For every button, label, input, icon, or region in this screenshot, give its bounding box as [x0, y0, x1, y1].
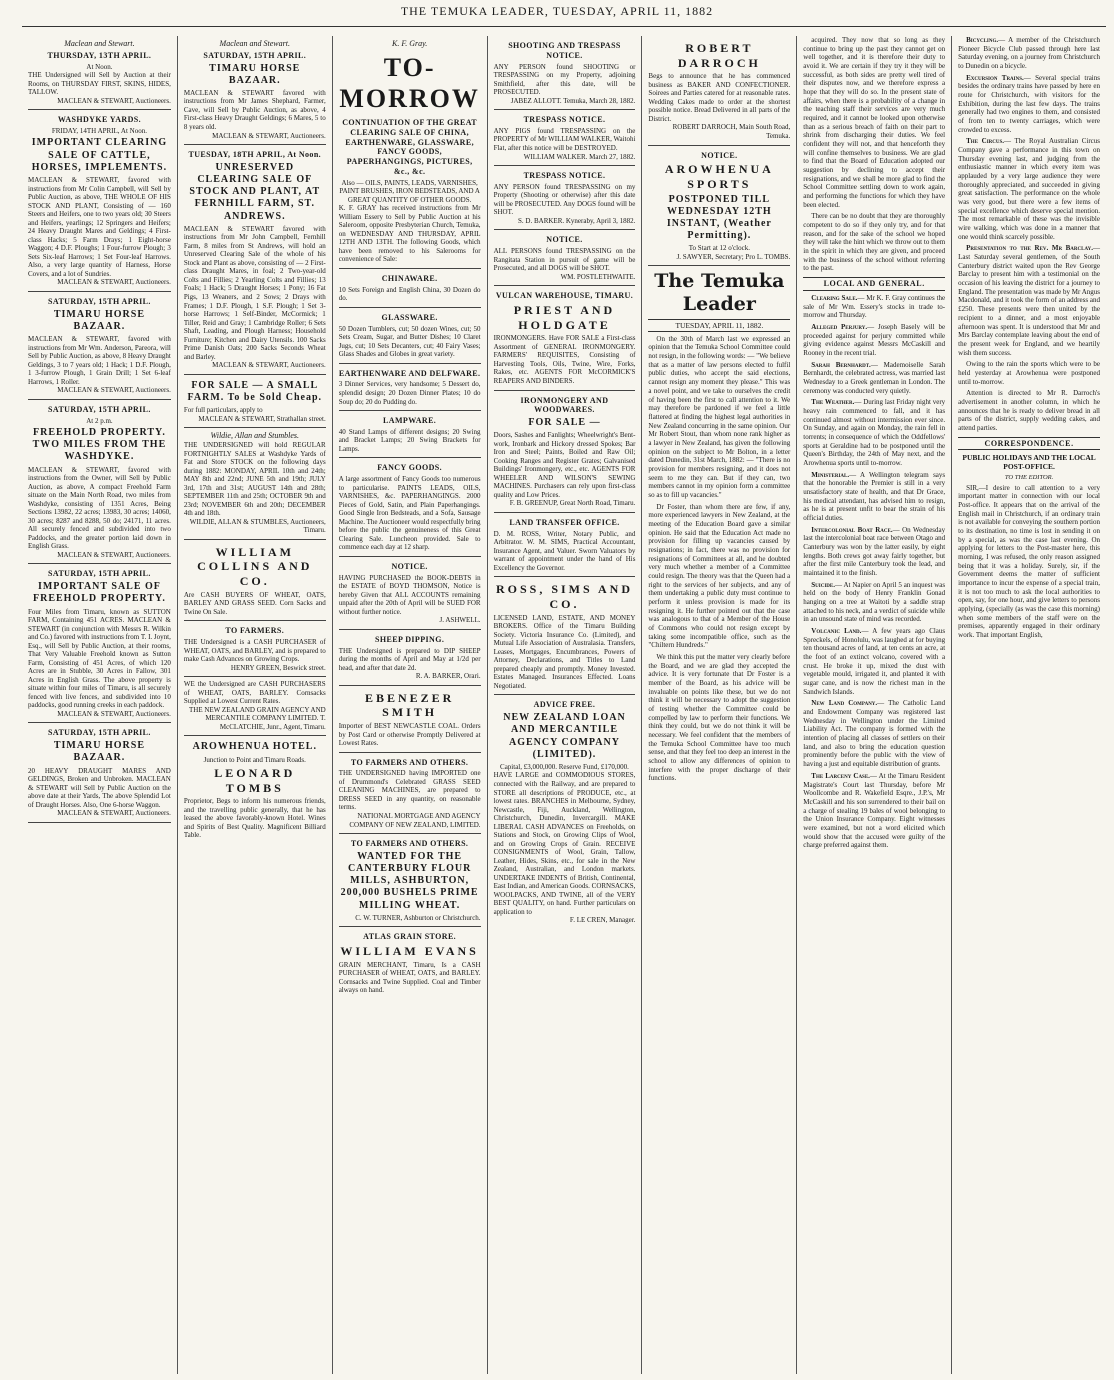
ad-heading: NOTICE.: [546, 235, 583, 245]
ad-body: Proprietor, Begs to inform his numerous friends, and the travelling public generally, that he has leased the above favorably-known Hotel. Wines and Spirits of Best Quality. Magnificent Billiard Table.: [183, 797, 326, 840]
editorial-paragraph: On the 30th of March last we expressed an opinion that the Temuka School Committee could not resign, in the following words: — "We believe that as a matter of law persons elected to fulfil public duties, who accept the said elections, cannot resign any moment they please." This was a novel point, and we take to ourselves the credit of having been the first to call attention to it. We may therefore be pardoned if we feel a little flattered at finding the highest legal authorities in New Zealand concurring in the same opinion. Our Mr Robert Stout, than whom none rank higher as a lawyer in New Zealand, has given the following opinion on the subject to Mr Bolton, in a letter dated Dunedin, 31st March, 1882: — "There is no provision for members resigning, and it does not seem to me they can. But if they can, two members cannot in my opinion form a committee so as to fill up vacancies.": [648, 334, 791, 499]
ad-heading: ATLAS GRAIN STORE.: [363, 932, 457, 942]
ad-body: HAVE LARGE and COMMODIOUS STORES, connected with the Railway, and are prepared to STORE all descriptions of PRODUCE, etc., at lowest rates. BRANCHES in Melbourne, Sydney, Newcastle, Fiji, Auckland, Wellington, Christchurch, Dunedin, Invercargill. MAKE LIBERAL CASH ADVANCES on Freeholds, on Stations and Stock, on Growing Clips of Wool, and on Growing Crops of Grain. RECEIVE CONSIGNMENTS of Wool, Grain, Tallow, Leather, Hides, Skins, etc., for sale in the New Zealand, Australian, and London markets. UNDERTAKE INDENTS of British, Continental, East Indian, and American Goods. CORNSACKS, WOOLPACKS, AND TWINE, all of the VERY BEST QUALITY, on hand. Further particulars on application to: [493, 771, 636, 916]
column-1: [22, 36, 177, 1374]
ad-trespass-pigs: [494, 110, 636, 166]
ad-body: ALL PERSONS found TRESPASSING on the Rangitata Station in pursuit of game will be Prosecuted, and all DOGS will be SHOT.: [493, 247, 636, 273]
ad-heading: SHOOTING AND TRESPASS NOTICE.: [508, 41, 621, 60]
ad-body: 50 Dozen Tumblers, cut; 50 dozen Wines, cut; 50 Sets Cream, Sugar, and Butter Dishes; 10 Claret Jugs, cut; 10 Sets Decanters, cut; 40 Fairy Vases; Glass Shades and Globes in great variety.: [338, 324, 481, 359]
ad-line: At 2 p.m.: [86, 416, 113, 425]
ad-signature: MACLEAN & STEWART, Auctioneers.: [212, 131, 326, 140]
ad-small-farm: [184, 375, 326, 428]
ad-book-debts-notice: [339, 557, 481, 630]
news-item-text: Owing to the rain the sports which were to be held yesterday at Arowhenua were postponed until to-morrow.: [958, 360, 1100, 386]
news-item-lead: Excursion Trains.: [966, 73, 1024, 82]
ad-body: MACLEAN & STEWART, favored with instructions from Mr Wm. Anderson, Pareora, will Sell by Public Auction, as above, 8 Heavy Draught Geldings, 3 to 7 years old; 1 Hack; 1 D.F. Plough, 1 3-furrow Plough, 1 Grain Drill; 1 Set 6-leaf Harrows, 1 Roller.: [28, 335, 171, 386]
ad-firm-name: WILLIAM COLLINS AND CO.: [197, 544, 313, 589]
news-item-lead: Volcanic Land.: [811, 627, 862, 636]
ad-washdyke-clearing-sale: [28, 110, 171, 292]
ad-title: FOR SALE —: [528, 417, 601, 428]
ad-body: Are CASH BUYERS OF WHEAT, OATS, BARLEY AND GRASS SEED. Corn Sacks and Twine On Sale.: [183, 590, 326, 616]
ad-heading: SHEEP DIPPING.: [375, 634, 445, 644]
ad-body: THE Undersigned is prepared to DIP SHEEP during the months of April and May at 1/2d per head, and after that date 2d.: [338, 646, 481, 672]
ad-heading: GLASSWARE.: [381, 312, 438, 322]
ad-title: TIMARU HORSE BAZAAR.: [53, 308, 146, 332]
ad-heading: TUESDAY, 18TH APRIL, At Noon.: [188, 150, 322, 160]
ad-seed-cleaning: [339, 753, 481, 834]
ad-title: WANTED FOR THE CANTERBURY FLOUR MILLS, ASHBURTON, 200,000 BUSHELS PRIME MILLING WHEAT.: [340, 850, 479, 911]
ad-body: For full particulars, apply to: [183, 406, 263, 415]
ad-line: FRIDAY, 14TH APRIL, At Noon.: [51, 126, 147, 135]
news-item-lead: New Land Company.: [811, 699, 878, 708]
ad-fortnightly-sales: [184, 428, 326, 540]
ad-line: Junction to Point and Timaru Roads.: [203, 755, 306, 764]
ad-ebenezer-smith: [339, 686, 481, 753]
editorial-continued: There can be no doubt that they are thoroughly competent to do so if they only try, and for that reason, and for the sake of the school we hoped they will take the hint which we throw out to them in the spirit in which they are given, and proceed with the business of the school without referring to the past.: [803, 212, 946, 273]
ad-firm-name: WILLIAM EVANS: [340, 944, 479, 958]
ad-title: AROWHENUA HOTEL.: [192, 741, 317, 753]
ad-signature: WM. POSTLETHWAITE.: [560, 272, 636, 281]
ad-heading: TRESPASS NOTICE.: [523, 115, 606, 125]
ad-heading: FANCY GOODS.: [377, 463, 443, 473]
ad-heading: WASHDYKE YARDS.: [57, 115, 142, 125]
ad-title: FREEHOLD PROPERTY. TWO MILES FROM THE WASHDYKE.: [32, 427, 167, 463]
editorial-paragraph: We think this put the matter very clearly before the Board, and we are glad they accepted the advice. It is very fortunate that Dr Foster is a member of the Board, as his advice will be invaluable on points like these, but we do not think it will be necessary to adopt the suggestion of testing whether the Committee could be compelled by law to perform their functions. We think they could, but we do not think it will be necessary. We feel confident that the members of the Temuka School Committee have too much sense, and that they feel too deep an interest in the school to allow any differences of opinion to interfere with the proper discharge of their functions.: [648, 652, 791, 783]
ad-body: THE Undersigned is a CASH PURCHASER of WHEAT, OATS, and BARLEY, and is prepared to make Cash Advances on Growing Crops.: [183, 638, 326, 664]
news-item-lead: Intercolonial Boat Race.: [811, 525, 893, 534]
news-item-lead: The Weather.: [811, 398, 855, 407]
ad-heading: TO FARMERS.: [225, 626, 285, 636]
ad-body: MACLEAN & STEWART, favored with instructions from Mr Colin Campbell, will Sell by Public Auction, as above, THE WHOLE OF HIS STOCK AND PLANT, Consisting of — 160 Steers and Heifers, one to two years old; 30 Steers and Heifers, yearlings; 12 Springers and Heifers; 24 Heavy Draught Mares and Geldings; 4 First-class Hacks; 5 Farm Drays; 1 Eight-horse Waggon; 4 D.F. Ploughs; 1 Four-furrow Plough; 3 Sets Six-leaf Harrows; 1 Set Four-leaf Harrows. Also, a very large quantity of Harness, Horse Covers, and a lot of Sundries.: [28, 176, 171, 278]
ad-fancy-goods: [339, 458, 481, 557]
ad-earthenware: [339, 364, 481, 411]
news-item: [958, 389, 1100, 432]
ad-body: ANY PERSON found SHOOTING or TRESPASSING on my Property, adjoining Smithfield, after this date, will be PROSECUTED.: [493, 62, 636, 97]
ad-line: Also — OILS, PAINTS, LEADS, VARNISHES, PAINT BRUSHES, IRON BEDSTEADS, AND A GREAT QUANTITY OF OTHER GOODS.: [339, 178, 480, 204]
ad-body: MACLEAN & STEWART favored with instructions from Mr James Shephard, Farmer, Cave, will Sell by Public Auction, as above, 4 First-class Heavy Draught Geldings; 6 Mares, 5 to 8 years old.: [183, 88, 326, 131]
news-item: [958, 36, 1100, 71]
ad-signature: MACLEAN & STEWART, Auctioneers.: [57, 96, 171, 105]
ad-heading: THURSDAY, 13TH APRIL.: [47, 50, 152, 60]
ad-glassware: [339, 308, 481, 364]
ad-ross-sims: [494, 577, 636, 695]
ad-signature: MACLEAN & STEWART, Strathallan street.: [198, 414, 326, 423]
ad-signature: MACLEAN & STEWART, Auctioneers.: [212, 361, 326, 370]
ad-signature: J. ASHWELL.: [439, 616, 481, 625]
news-item: [803, 471, 945, 523]
ad-signature: C. W. TURNER, Ashburton or Christchurch.: [355, 913, 481, 922]
column-4: [487, 36, 642, 1374]
ad-body: LICENSED LAND, ESTATE, AND MONEY BROKERS. Office of the Timaru Building Society. Victoria Insurance Co. (Limited), and Mutual Life Association of Australasia. Transfers, Leases, Mortgages, Encumbrances, Powers of Attorney, Declarations, and Titles to Land prepared cheaply and promptly. Money Invested. Estates Managed. Insurances Effected. Loans Negotiated.: [493, 613, 636, 690]
news-item-lead: Presentation to the Rev. Mr Barclay.: [966, 244, 1093, 253]
ad-heading: NOTICE.: [391, 561, 428, 571]
news-item-text: — Mademoiselle Sarah Bernhardt, the celebrated actress, was married last Wednesday to a Greek gentleman in London. The ceremony was conducted very quietly.: [803, 360, 946, 395]
ad-signature: ROBERT DARROCH, Main South Road, Temuka.: [672, 123, 791, 140]
news-item-text: — Last Saturday several gentlemen, of the South Canterbury district waited upon the Rev George Barclay to present him with a testimonial on the occasion of his leaving the district for a journey to England. The presentation was made by Mr Angus Macdonald, and it took the form of an address and £250. These presents were then united by the recipient to a dinner, and a most enjoyable afternoon was spent. It is understood that Mr and Mrs Barclay contemplate leaving about the end of the present week for England, and we heartily wish them success.: [958, 244, 1100, 357]
ad-skins-hides-sale: [28, 36, 171, 110]
news-item-lead: Clearing Sale.: [811, 293, 858, 302]
ad-firm-name: ROBERT DARROCH: [677, 41, 761, 70]
letter-salutation-head: TO THE EDITOR.: [1004, 473, 1054, 481]
news-item-text: — The Royal Australian Circus Company gave a performance in this town on Thursday evening last, and judging from the enthusiastic manner in which every item was applauded by a very large audience they were thoroughly appreciated, and succeeded in giving great satisfaction. The performance on the whole was very good, but there were a few items of special excellence which deserve special mention. The most remarkable of these was the invisible wire walking, which was done in a manner that one would think scarcely possible.: [958, 137, 1100, 241]
ad-signature: MACLEAN & STEWART, Auctioneers.: [57, 278, 171, 287]
news-item: [803, 323, 945, 358]
column-5: [641, 36, 796, 1374]
news-item: [803, 772, 945, 850]
ad-robert-darroch: [648, 36, 790, 146]
ad-signature: R. A. BARKER, Orari.: [415, 672, 481, 681]
column-2: [177, 36, 332, 1374]
ad-rangitata-notice: [494, 230, 636, 286]
ad-signature: J. SAWYER, Secretary; Pro L. TOMBS.: [676, 252, 791, 261]
ad-line: To Start at 12 o'clock.: [688, 244, 750, 253]
ad-title: TIMARU HORSE BAZAAR.: [209, 62, 301, 86]
column-7: [951, 36, 1106, 1374]
ad-firm-name: PRIEST AND HOLDGATE: [513, 303, 616, 332]
ad-arowhenua-hotel: [184, 736, 326, 844]
running-head: [0, 4, 1114, 19]
ad-title: TIMARU HORSE BAZAAR.: [53, 740, 146, 764]
ad-body: Importer of BEST NEWCASTLE COAL. Orders by Post Card or otherwise Promptly Delivered at Lowest Rates.: [338, 721, 481, 748]
ad-body: IRONMONGERS. Have FOR SALE a First-class Assortment of GENERAL IRONMONGERY. FARMERS' REQUISITES, Consisting of Harvesting Tools, Oils, Twine, Wire, Forks, Rakes, etc. AGENTS FOR McCORMICK'S REAPERS AND BINDERS.: [493, 334, 636, 385]
ad-title: CONTINUATION OF THE GREAT CLEARING SALE OF CHINA, EARTHENWARE, GLASSWARE, FANCY GOODS, PAPERHANGINGS, PICTURES, &c., &c.: [342, 118, 478, 176]
ad-gray-tomorrow-sale: [339, 36, 481, 269]
ad-heading: NOTICE.: [701, 150, 738, 160]
ad-sutton-farm: [28, 564, 171, 723]
ad-fernhill-farm-sale: [184, 145, 326, 375]
section-heading-local-general: LOCAL AND GENERAL.: [803, 277, 945, 291]
ad-lampware: [339, 411, 481, 458]
ad-heading: SATURDAY, 15TH APRIL.: [48, 296, 151, 306]
news-item: [958, 360, 1100, 386]
ad-signature: F. B. GREENUP, Great North Road, Timaru.: [509, 499, 636, 508]
ad-body: THE UNDERSIGNED having IMPORTED one of Drummond's Celebrated GRASS SEED CLEANING MACHINES, are prepared to DRESS SEED in any quantity, on reasonable terms.: [338, 769, 481, 812]
ad-heading: SATURDAY, 15TH APRIL.: [203, 50, 307, 60]
ad-heading: TO FARMERS AND OTHERS.: [350, 839, 469, 849]
ad-body: MACLEAN & STEWART favored with instructions from Mr John Campbell, Fernhill Farm, 8 miles from St Andrews, will hold an Unreserved Clearing Sale of the whole of his Stock and Plant as above, consisting of — 2 First-class Draught Mares, in foal; 2 Two-year-old Colts and Fillies; 2 Yearling Colts and Fillies; 13 Foals; 1 Hack; 5 Draught Horses; 1 Pony; 16 Fat Pigs, 13 Weaners, and 2 Sows; 2 Drays with Frames; 1 D.F. Plough, 1 S.F. Plough; 1 Set 3-horse Harrows; 1 Self-Binder, McCormick; 1 Tiller, Reid and Gray; 1 Cambridge Roller; 6 Sets Shaft, Leading, and Plough Harness; Household Furniture; Kitchen and Dairy Utensils. 100 Sacks Prime Danish Oats; 200 Sacks Seconds Wheat and Barley.: [183, 224, 326, 361]
news-item: [958, 244, 1100, 357]
ad-heading: SATURDAY, 15TH APRIL.: [48, 569, 151, 579]
editorial-paragraph: Dr Foster, than whom there are few, if any, more experienced lawyers in New Zealand, at the meeting of the Education Board gave a similar opinion. He said that the Education Act made no provision for filling up vacancies caused by resignations; in fact, there was no provision for resignations of Committees at all, and he doubted very much whether a member of a Committee could resign. The theory was that the Queen had a right to the services of her subjects, and any of them undertaking a public duty must continue to perform it unless provision is made for its resigning it. He further pointed out that the case was analogous to that of a Member of the House of Commons who could not resign except by taking some incompatible office, such as the "Chiltern Hundreds.": [648, 502, 791, 650]
running-head-title: THE TEMUKA LEADER, TUESDAY, APRIL 11, 1882: [400, 4, 714, 18]
ad-shooting-trespass: [494, 36, 636, 110]
ad-signature: NATIONAL MORTGAGE AND AGENCY COMPANY OF NEW ZEALAND, LIMITED.: [349, 811, 481, 829]
ad-grain-agency: [184, 677, 326, 736]
ad-trespass-barker: [494, 166, 636, 230]
news-item-lead: Alleged Perjury.: [811, 322, 868, 331]
news-item-lead: The Circus.: [966, 137, 1005, 146]
ad-byline: Wildie, Allan and Stumbles.: [210, 431, 300, 441]
news-item-text: — On Wednesday last the intercolonial boat race between Otago and Canterbury was won by the latter easily, by eight lengths. Both crews got away fairly together, but after the first mile Canterbury took the lead, and maintained it to the finish.: [803, 525, 946, 578]
ad-body: MACLEAN & STEWART, favored with instructions from the Owner, will Sell by Public Auction, as above, A compact Freehold Farm situate on the Main North Road, two miles from Washdyke, consisting of 1351 Acres, Being Sections 13982, 22 acres; 13983, 30 acres; 14060, 30 acres; 8287 and 8288, 50 do; 24171, 11 acres. All securely fenced and subdivided into two Paddocks, and the greater portion laid down in English Grass.: [28, 465, 171, 551]
ad-signature: S. D. BARKER. Kyneraby, April 3, 1882.: [518, 216, 636, 225]
ad-body: HAVING PURCHASED the BOOK-DEBTS in the ESTATE of BOYD THOMSON, Notice is hereby Given that ALL ACCOUNTS remaining unpaid after the 20th of April will be SUED FOR without further notice.: [338, 573, 481, 616]
ad-byline: Maclean and Stewart.: [64, 39, 135, 48]
news-item: [803, 294, 945, 320]
news-item: [803, 361, 945, 396]
news-item-lead: Ministerial.: [811, 470, 850, 479]
page-columns: [22, 36, 1106, 1374]
ad-heading: LAND TRANSFER OFFICE.: [509, 517, 620, 527]
ad-line: Capital, £3,000,000. Reserve Fund, £170,000.: [500, 762, 629, 771]
ad-headline: TO-MORROW: [339, 52, 480, 114]
ad-heading: TO FARMERS AND OTHERS.: [350, 757, 469, 767]
ad-title: POSTPONED TILL WEDNESDAY 12TH INSTANT, (Weather Permitting).: [666, 193, 772, 242]
ad-title: IMPORTANT SALE OF FREEHOLD PROPERTY.: [32, 581, 166, 605]
ad-body: 40 Stand Lamps of different designs; 20 Swing and Bracket Lamps; 20 Swing Brackets for Lamps.: [338, 427, 481, 453]
editorial-masthead: The Temuka Leader: [654, 270, 785, 316]
ad-body: THE Undersigned will Sell by Auction at their Rooms, on THURSDAY FIRST, SKINS, HIDES, TALLOW.: [28, 71, 171, 97]
ad-freehold-property: [28, 400, 171, 565]
ad-heading: EARTHENWARE AND DELFWARE.: [338, 368, 481, 378]
ad-heading: LAMPWARE.: [383, 416, 437, 426]
ad-heading: CHINAWARE.: [381, 274, 438, 283]
local-news-list: [958, 36, 1100, 433]
ad-nz-loan-mercantile: [494, 695, 636, 929]
ad-arowhenua-sports: [648, 146, 790, 267]
news-item-text: Attention is directed to Mr R. Darroch's advertisement in another column, in which he announces that he is ready to deliver bread in all parts of the district, supply wedding cakes, and attend parties.: [958, 389, 1100, 432]
ad-body: 10 Sets Foreign and English China, 30 Dozen do do.: [338, 285, 481, 303]
ad-signature: MACLEAN & STEWART, Auctioneers.: [57, 709, 171, 718]
ad-heading: TRESPASS NOTICE.: [523, 171, 606, 181]
news-item-text: — A few years ago Claus Spreckels, of Honolulu, was laughed at for buying ten thousand acres of land, at ten cents an acre, at the foot of an extinct volcano, covered with a crust. He broke it up, mixed the dust with vegetable mould, irrigated it, and planted it with sugar cane, and is now the richest man in the Sandwich Islands.: [803, 627, 946, 696]
ad-vulcan-warehouse: [494, 286, 636, 390]
news-item-text: — At Napier on April 5 an inquest was held on the body of Henry Franklin Gonad hanging on a tree at Waitoti by a saddle strap attached to his neck, and a verdict of suicide while in an unsound state of mind was recorded.: [803, 580, 946, 624]
news-item-lead: Bicycling.: [966, 36, 999, 44]
ad-title: FOR SALE — A SMALL FARM. To be Sold Cheap.: [187, 379, 323, 403]
editorial-date: TUESDAY, APRIL 11, 1882.: [648, 319, 790, 332]
ad-ironmongery-woodwares: [494, 391, 636, 513]
ad-title: IMPORTANT CLEARING SALE OF CATTLE, HORSES, IMPLEMENTS.: [31, 137, 168, 173]
news-item-text: — Mr K. F. Gray continues the sale of Mr Wm. Essery's stocks in trade to-morrow and Thursday.: [803, 293, 946, 320]
ad-chinaware: [339, 269, 481, 308]
ad-firm-name: LEONARD TOMBS: [214, 766, 296, 795]
news-item-lead: Sarah Bernhardt.: [811, 360, 871, 369]
news-item: [803, 627, 945, 696]
ad-signature: MACLEAN & STEWART, Auctioneers.: [57, 550, 171, 559]
ad-sheep-dipping: [339, 630, 481, 686]
editorial: [648, 270, 790, 783]
news-item-lead: The Larceny Case.: [811, 771, 870, 780]
news-item: [803, 398, 945, 467]
ad-heading: VULCAN WAREHOUSE, TIMARU.: [495, 291, 634, 301]
ad-signature: MACLEAN & STEWART, Auctioneers.: [57, 386, 171, 395]
news-item: [803, 581, 945, 624]
ad-signature: WILLIAM WALKER. March 27, 1882.: [523, 152, 636, 161]
ad-land-transfer-office: [494, 513, 636, 577]
news-item-text: — During last Friday night very heavy rain commenced to fall, and it has continued almost without intermission ever since. On Sunday, and again on Monday, the rain fell in torrents; in consequence of which the Oddfellows' sports at Geraldine had to be postponed until the Queen's Birthday, the 24th of May next, and the Arowhenua sports until to-morrow.: [803, 398, 946, 467]
ad-signature: THE NEW ZEALAND GRAIN AGENCY AND MERCANTILE COMPANY LIMITED. T. McCLATCHIE, Junr., Agent, Timaru.: [189, 705, 326, 731]
ad-byline: Maclean and Stewart.: [219, 39, 290, 48]
news-item-lead: Suicide.: [811, 580, 835, 589]
news-item-text: — At the Timaru Resident Magistrate's Court last Thursday, before Mr Woollcombe and R. Wakefield Esqre., J.P.'s, Mr McCaskill and his son surrendered to their bail on a charge of stealing 19 bales of wool belonging to the Union Insurance Company. Eight witnesses were examined, but not a word elicited which would show that the accused were guilty of the charge preferred against them.: [803, 771, 946, 850]
ad-signature: JABEZ ALLOTT. Temuka, March 28, 1882.: [510, 96, 636, 105]
column-3: [332, 36, 487, 1374]
ad-body: 3 Dinner Services, very handsome; 5 Dessert do, splendid design; 20 Dozen Dinner Plates; 10 do Soup do; 20 do Pudding do.: [338, 380, 481, 406]
section-heading-correspondence: CORRESPONDENCE.: [958, 437, 1100, 451]
ad-heading: SATURDAY, 15TH APRIL.: [48, 728, 151, 738]
news-item: [803, 699, 945, 768]
ad-atlas-grain-store: [339, 927, 481, 999]
masthead-rule: [22, 26, 1106, 27]
ad-body: ANY PIGS found TRESPASSING on the PROPERTY of Mr WILLIAM WALKER, Waitohi Flat, after this notice will be DESTROYED.: [493, 126, 636, 152]
letter-title: PUBLIC HOLIDAYS AND THE LOCAL POST-OFFICE.: [962, 453, 1096, 472]
news-item-text: — Joseph Basely will be proceeded against for perjury committed while giving evidence against Messrs McCaskill and Rooney in the recent trial.: [803, 322, 946, 357]
ad-body: Doors, Sashes and Fanlights; Wheelwright's Bent-work, Ironbark and Hickory dressed Spokes; Bar Iron and Steel; Paints, Boiled and Raw Oil; Cooking Ranges and Register Grates; Galvanised Buildings' Ironmongery, etc., etc. AGENTS FOR WHEELER AND WILSON'S SEWING MACHINES. Purchasers can rely upon first-class quality and Low Prices.: [493, 431, 636, 499]
ad-title: NEW ZEALAND LOAN AND MERCANTILE AGENCY COMPANY (LIMITED).: [503, 712, 626, 760]
news-item-text: — Several special trains besides the ordinary trains have passed by here en route for Christchurch, with visitors for the Exhibition, during the last few days. The trains generally had two engines to them, and consisted of from ten to twenty carriages, which were crowded to excess.: [958, 73, 1100, 134]
news-item-text: — A Wellington telegram says that the honorable the Premier is still in a very unsatisfactory state of health, and that Dr Grace, his medical attendant, has advised him to resign, as he is at present unfit to bear the strain of his official duties.: [803, 470, 946, 523]
ad-body: ANY PERSON found TRESPASSING on my Property (Shooting or otherwise) after this date will be PROSECUTED. Any DOGS found will be SHOT.: [493, 182, 636, 217]
news-item: [958, 74, 1100, 135]
news-item: [958, 137, 1100, 241]
column-6: [796, 36, 951, 1374]
ad-shephard-geldings: [184, 36, 326, 145]
ad-signature: WILDIE, ALLAN & STUMBLES, Auctioneers, Timaru.: [189, 517, 326, 535]
ad-firm-name: ROSS, SIMS AND CO.: [495, 582, 633, 611]
ad-draught-mares: [28, 723, 171, 822]
ad-signature: F. LE CREN, Manager.: [569, 916, 636, 925]
ad-title: UNRESERVED CLEARING SALE OF STOCK AND PLANT, AT FERNHILL FARM, ST. ANDREWS.: [189, 161, 321, 222]
news-item-text: — A member of the Christchurch Pioneer Bicycle Club passed through here last Saturday evening, on a journey from Christchurch to Dunedin on a bicycle.: [958, 36, 1100, 71]
ad-heading: IRONMONGERY AND WOODWARES.: [520, 395, 609, 415]
ad-body: GRAIN MERCHANT, Timaru, Is a CASH PURCHASER of WHEAT, OATS, and BARLEY. Cornsacks and Twine Supplied. Coal and Timber always on hand.: [338, 960, 481, 995]
ad-body: D. M. ROSS, Writer, Notary Public, and Arbitrator. W. M. SIMS, Practical Accountant, Insurance Agent, and Valuer. Sworn Valuators by warrant of appointment under the hand of His Excellency the Governor.: [493, 529, 636, 572]
ad-william-collins: [184, 540, 326, 621]
ad-signature: HENRY GREEN, Beswick street.: [230, 663, 326, 672]
ad-body: K. F. GRAY has received instructions from Mr William Essery to Sell by Public Auction at his Saleroom, opposite Presbyterian Church, Temuka, on WEDNESDAY AND THURSDAY, APRIL 12TH AND 13TH. The following Goods, which have been removed to his Salerooms for convenience of Sale:: [338, 204, 481, 264]
ad-heading: SATURDAY, 15TH APRIL.: [48, 404, 151, 414]
ad-henry-green: [184, 621, 326, 677]
ad-firm-name: AROWHENUA SPORTS: [664, 162, 774, 191]
ad-signature: MACLEAN & STEWART, Auctioneers.: [57, 809, 171, 818]
ad-body: Begs to announce that he has commenced business as BAKER AND CONFECTIONER. Soirees and Parties catered for at reasonable rates. Wedding Cakes made to order at the shortest possible notice. Bread Delivered in all parts of the District.: [648, 72, 791, 123]
ad-body: A large assortment of Fancy Goods too numerous to particularise. PAINTS LEADS, OILS, VARNISHES, &c. PAPERHANGINGS. 2000 Pieces of Gold, Satin, and Plain Paperhangings. Good Single Iron Bedsteads, and a Sofa, Sausage Machine. The Auctioneer would respectfully bring before the public the genuineness of this Great Clearing Sale. Luncheon provided. Sale to commence each day at 12 sharp.: [338, 475, 481, 552]
ad-heading: ADVICE FREE.: [533, 700, 596, 710]
local-news-list: [803, 294, 945, 850]
ad-firm-name: EBENEZER SMITH: [364, 690, 455, 720]
ad-flour-mills: [339, 834, 481, 927]
ad-horse-bazaar-anderson: [28, 292, 171, 400]
news-item: [803, 526, 945, 578]
letter-body: SIR,—I desire to call attention to a very important matter in connection with our local Post-office. It appears that on the arrival of the English mail in Christchurch, if an ordinary train is not available for conveying the southern portion to its destination, no time is lost in sending it on by a special, as was the case last evening. On applying for letters to the Post-master here, this morning, I was refused, the only reason assigned being that it was a holiday. Surely, sir, if the Government deems the matter of sufficient importance to incur the expense of a special train, it is not too much to ask the local authorities to open, say, for one hour, and give letters to persons applying, (specially (as was the case this morning) when some members of the staff were on the premises, apparently engaged in their ordinary work. That important English,: [958, 483, 1100, 639]
ad-body: Four Miles from Timaru, known as SUTTON FARM, Containing 451 ACRES. MACLEAN & STEWART (in conjunction with Messrs R. Wilkin and Co.) favored with instructions from T. I. Joynt, Esq., will Sell by Public Auction, at their rooms, That Very Valuable Freehold known as Sutton Farm, Consisting of 451 Acres, of which 120 Acres are in Stubble, 30 Acres in Fallow, 301 Acres in English Grass. The above property is situate within four miles of Timaru, is all securely fenced with live fences, and subdivided into 10 paddocks, good running creeks in each paddock.: [28, 607, 171, 710]
ad-body: WE the Undersigned are CASH PURCHASERS of WHEAT, OATS, BARLEY. Cornsacks Supplied at Lowest Current Rates.: [183, 680, 326, 706]
ad-line: At Noon.: [86, 62, 113, 71]
ad-body: 20 HEAVY DRAUGHT MARES AND GELDINGS, Broken and Unbroken. MACLEAN & STEWART will Sell by Public Auction on the above date at their Yards, The above Splendid Lot of Draught Horses. Also, One 6-horse Waggon.: [28, 766, 171, 809]
news-item-text: — The Catholic Land and Endowment Company was registered last Wednesday in Wellington under the Limited Liability Act. The company is formed with the intention of placing all classes of settlers on their land, and also to bring the education question prominently before the public with the view of having a just and equitable distribution of grants.: [803, 699, 946, 769]
ad-byline: K. F. Gray.: [392, 39, 428, 48]
ad-body: THE UNDERSIGNED will hold REGULAR FORTNIGHTLY SALES at Washdyke Yards of Fat and Store STOCK on the following days during 1882: MONDAY, APRIL 10th and 24th; MAY 8th and 22nd; JUNE 5th and 19th; JULY 3rd, 17th and 31st; AUGUST 14th and 28th; SEPTEMBER 11th and 25th; OCTOBER 9th and 23rd; NOVEMBER 6th and 20th; DECEMBER 4th and 18th.: [183, 440, 326, 518]
editorial-continued: acquired. They now that so long as they continue to bring up the past they cannot get on well together, and it is therefore their duty to avoid it. We are certain if they try it they will be successful, as both sides are pretty well tired of their disputes now, and we therefore express a hope that they will do so. In the present state of affairs, when there is a probability of a change in the teaching staff their services are very much required, and it cannot be looked upon otherwise than as a serious breach of faith on their part to shrink from discharging their duties. We feel confident they will not, and that henceforth they will confine themselves to business. We are glad to find that the Board of Education adopted our suggestion by declining to accept their resignations, and we shall be more glad to find the School Committee settling down to work again, and performing the functions for which they have been elected.: [803, 36, 946, 209]
